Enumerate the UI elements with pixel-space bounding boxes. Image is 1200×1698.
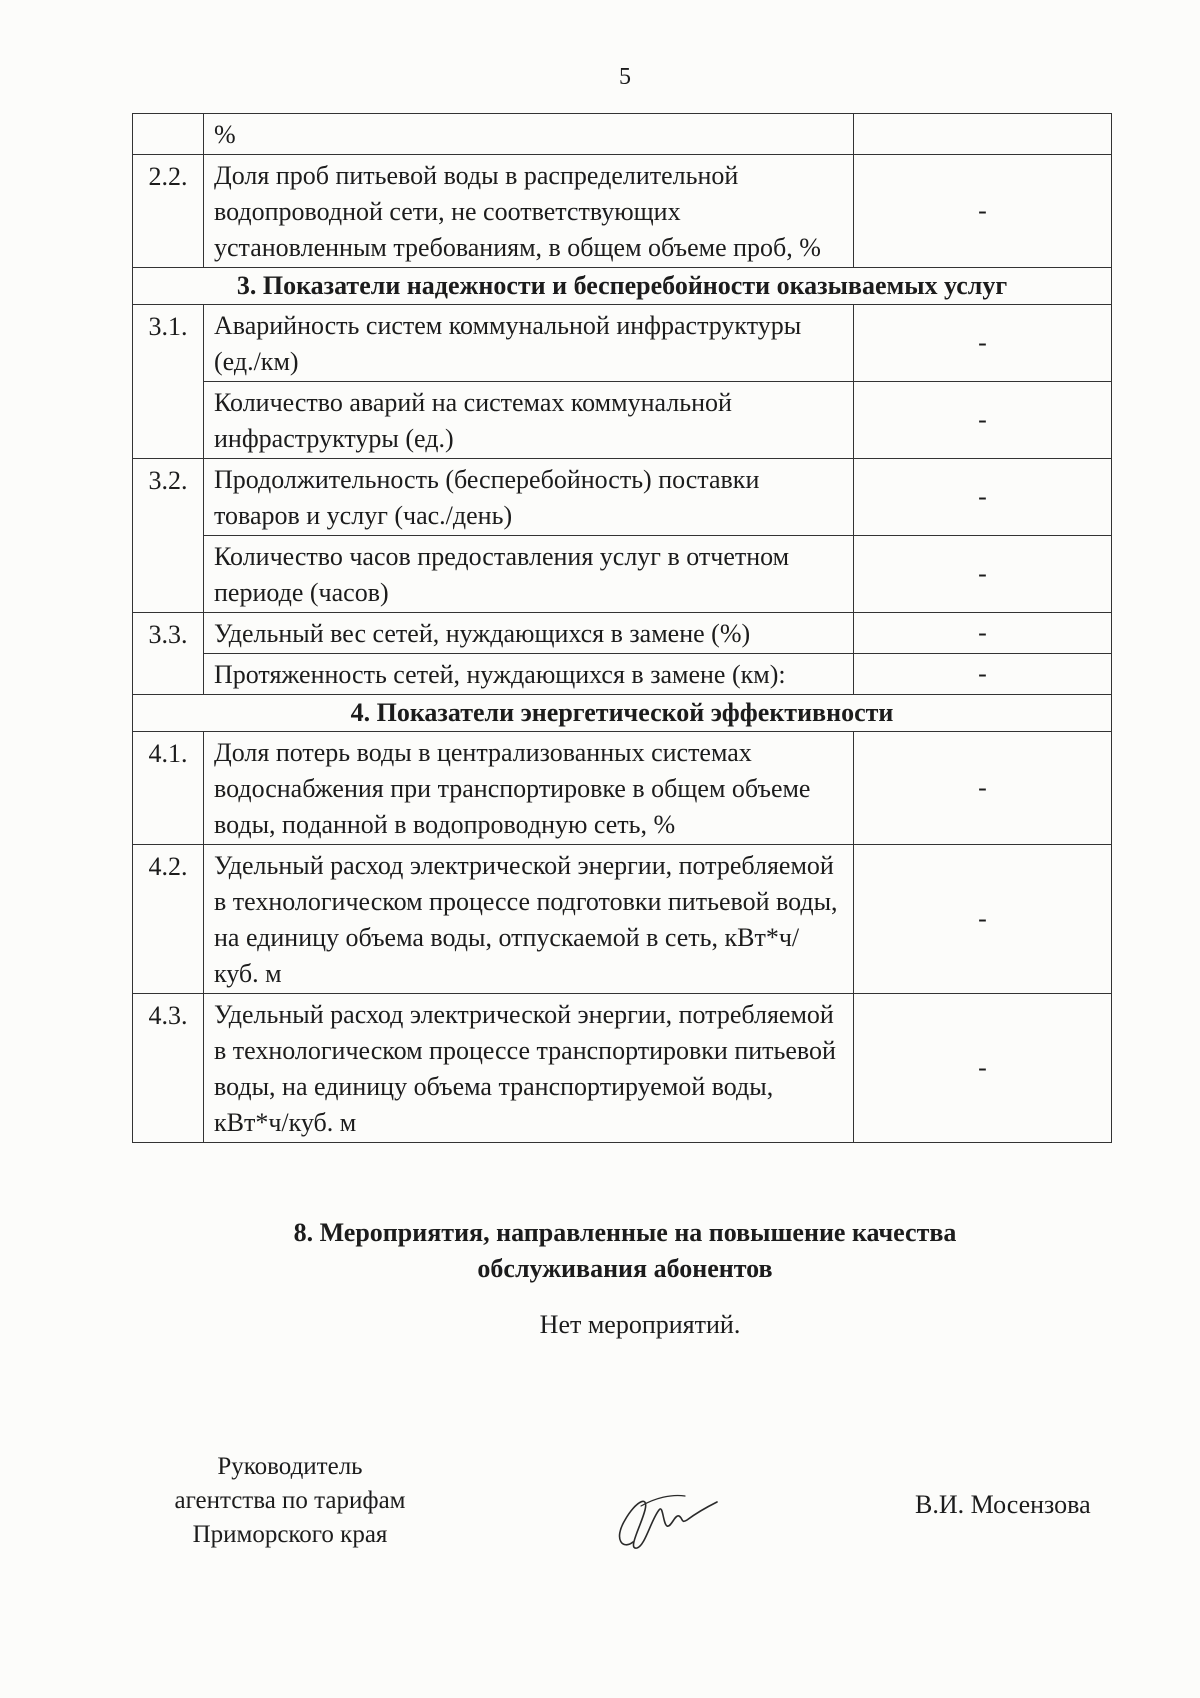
row-number: 4.3.	[133, 994, 204, 1143]
table-row	[133, 459, 1112, 536]
indicator-description: Протяженность сетей, нуждающихся в замене (км):	[204, 654, 854, 695]
signer-title	[140, 1450, 440, 1552]
indicator-value: -	[854, 536, 1112, 613]
table-row	[133, 382, 1112, 459]
indicator-value	[854, 114, 1112, 155]
table-row	[133, 155, 1112, 268]
page-number: 5	[619, 64, 631, 90]
table-row	[133, 613, 1112, 654]
row-number: 4.2.	[133, 845, 204, 994]
indicator-description: Доля проб питьевой воды в распределительной водопроводной сети, не соответствующих установленным требованиям, в общем объеме проб, %	[204, 155, 854, 268]
section-title: 4. Показатели энергетической эффективности	[133, 695, 1112, 732]
no-measures-text: Нет мероприятий.	[539, 1310, 741, 1339]
indicator-value: -	[854, 155, 1112, 268]
signer-title-line-1: Руководитель	[217, 1453, 363, 1480]
indicator-value: -	[854, 613, 1112, 654]
signer-name: В.И. Мосензова	[915, 1490, 1091, 1519]
indicator-value: -	[854, 994, 1112, 1143]
indicator-description: Удельный расход электрической энергии, потребляемой в технологическом процессе подготовки питьевой воды, на единицу объема воды, отпускаемой в сеть, кВт*ч/куб. м	[204, 845, 854, 994]
section-row	[133, 695, 1112, 732]
indicator-value: -	[854, 732, 1112, 845]
signer-title-line-3: Приморского края	[192, 1521, 388, 1548]
indicator-value: -	[854, 382, 1112, 459]
row-number: 3.1.	[133, 305, 204, 459]
table-row	[133, 845, 1112, 994]
section-row	[133, 268, 1112, 305]
indicator-description: Количество часов предоставления услуг в отчетном периоде (часов)	[204, 536, 854, 613]
handwritten-signature	[605, 1480, 725, 1560]
table-row	[133, 994, 1112, 1143]
row-number	[133, 114, 204, 155]
indicator-value: -	[854, 459, 1112, 536]
table-row	[133, 654, 1112, 695]
indicator-value: -	[854, 305, 1112, 382]
section-8-title-line-1: 8. Мероприятия, направленные на повышение качества	[293, 1218, 957, 1247]
indicator-description: Аварийность систем коммунальной инфраструктуры (ед./км)	[204, 305, 854, 382]
row-number: 4.1.	[133, 732, 204, 845]
indicator-description: Удельный вес сетей, нуждающихся в замене (%)	[204, 613, 854, 654]
indicator-value: -	[854, 654, 1112, 695]
table-row	[133, 114, 1112, 155]
table-row	[133, 536, 1112, 613]
indicator-description: Продолжительность (бесперебойность) поставки товаров и услуг (час./день)	[204, 459, 854, 536]
indicator-description: Доля потерь воды в централизованных системах водоснабжения при транспортировке в общем объеме воды, поданной в водопроводную сеть, %	[204, 732, 854, 845]
row-number: 3.2.	[133, 459, 204, 613]
table-row	[133, 305, 1112, 382]
table-row	[133, 732, 1112, 845]
indicator-description: Удельный расход электрической энергии, потребляемой в технологическом процессе транспортировки питьевой воды, на единицу объема транспортируемой воды, кВт*ч/куб. м	[204, 994, 854, 1143]
signer-title-line-2: агентства по тарифам	[174, 1487, 406, 1514]
section-8-heading	[0, 1215, 1200, 1287]
indicator-description: Количество аварий на системах коммунальной инфраструктуры (ед.)	[204, 382, 854, 459]
indicator-value: -	[854, 845, 1112, 994]
indicator-description: %	[204, 114, 854, 155]
row-number: 2.2.	[133, 155, 204, 268]
section-8-title-line-2: обслуживания абонентов	[477, 1254, 773, 1283]
section-title: 3. Показатели надежности и бесперебойности оказываемых услуг	[133, 268, 1112, 305]
indicators-table	[132, 113, 1112, 1143]
row-number: 3.3.	[133, 613, 204, 695]
